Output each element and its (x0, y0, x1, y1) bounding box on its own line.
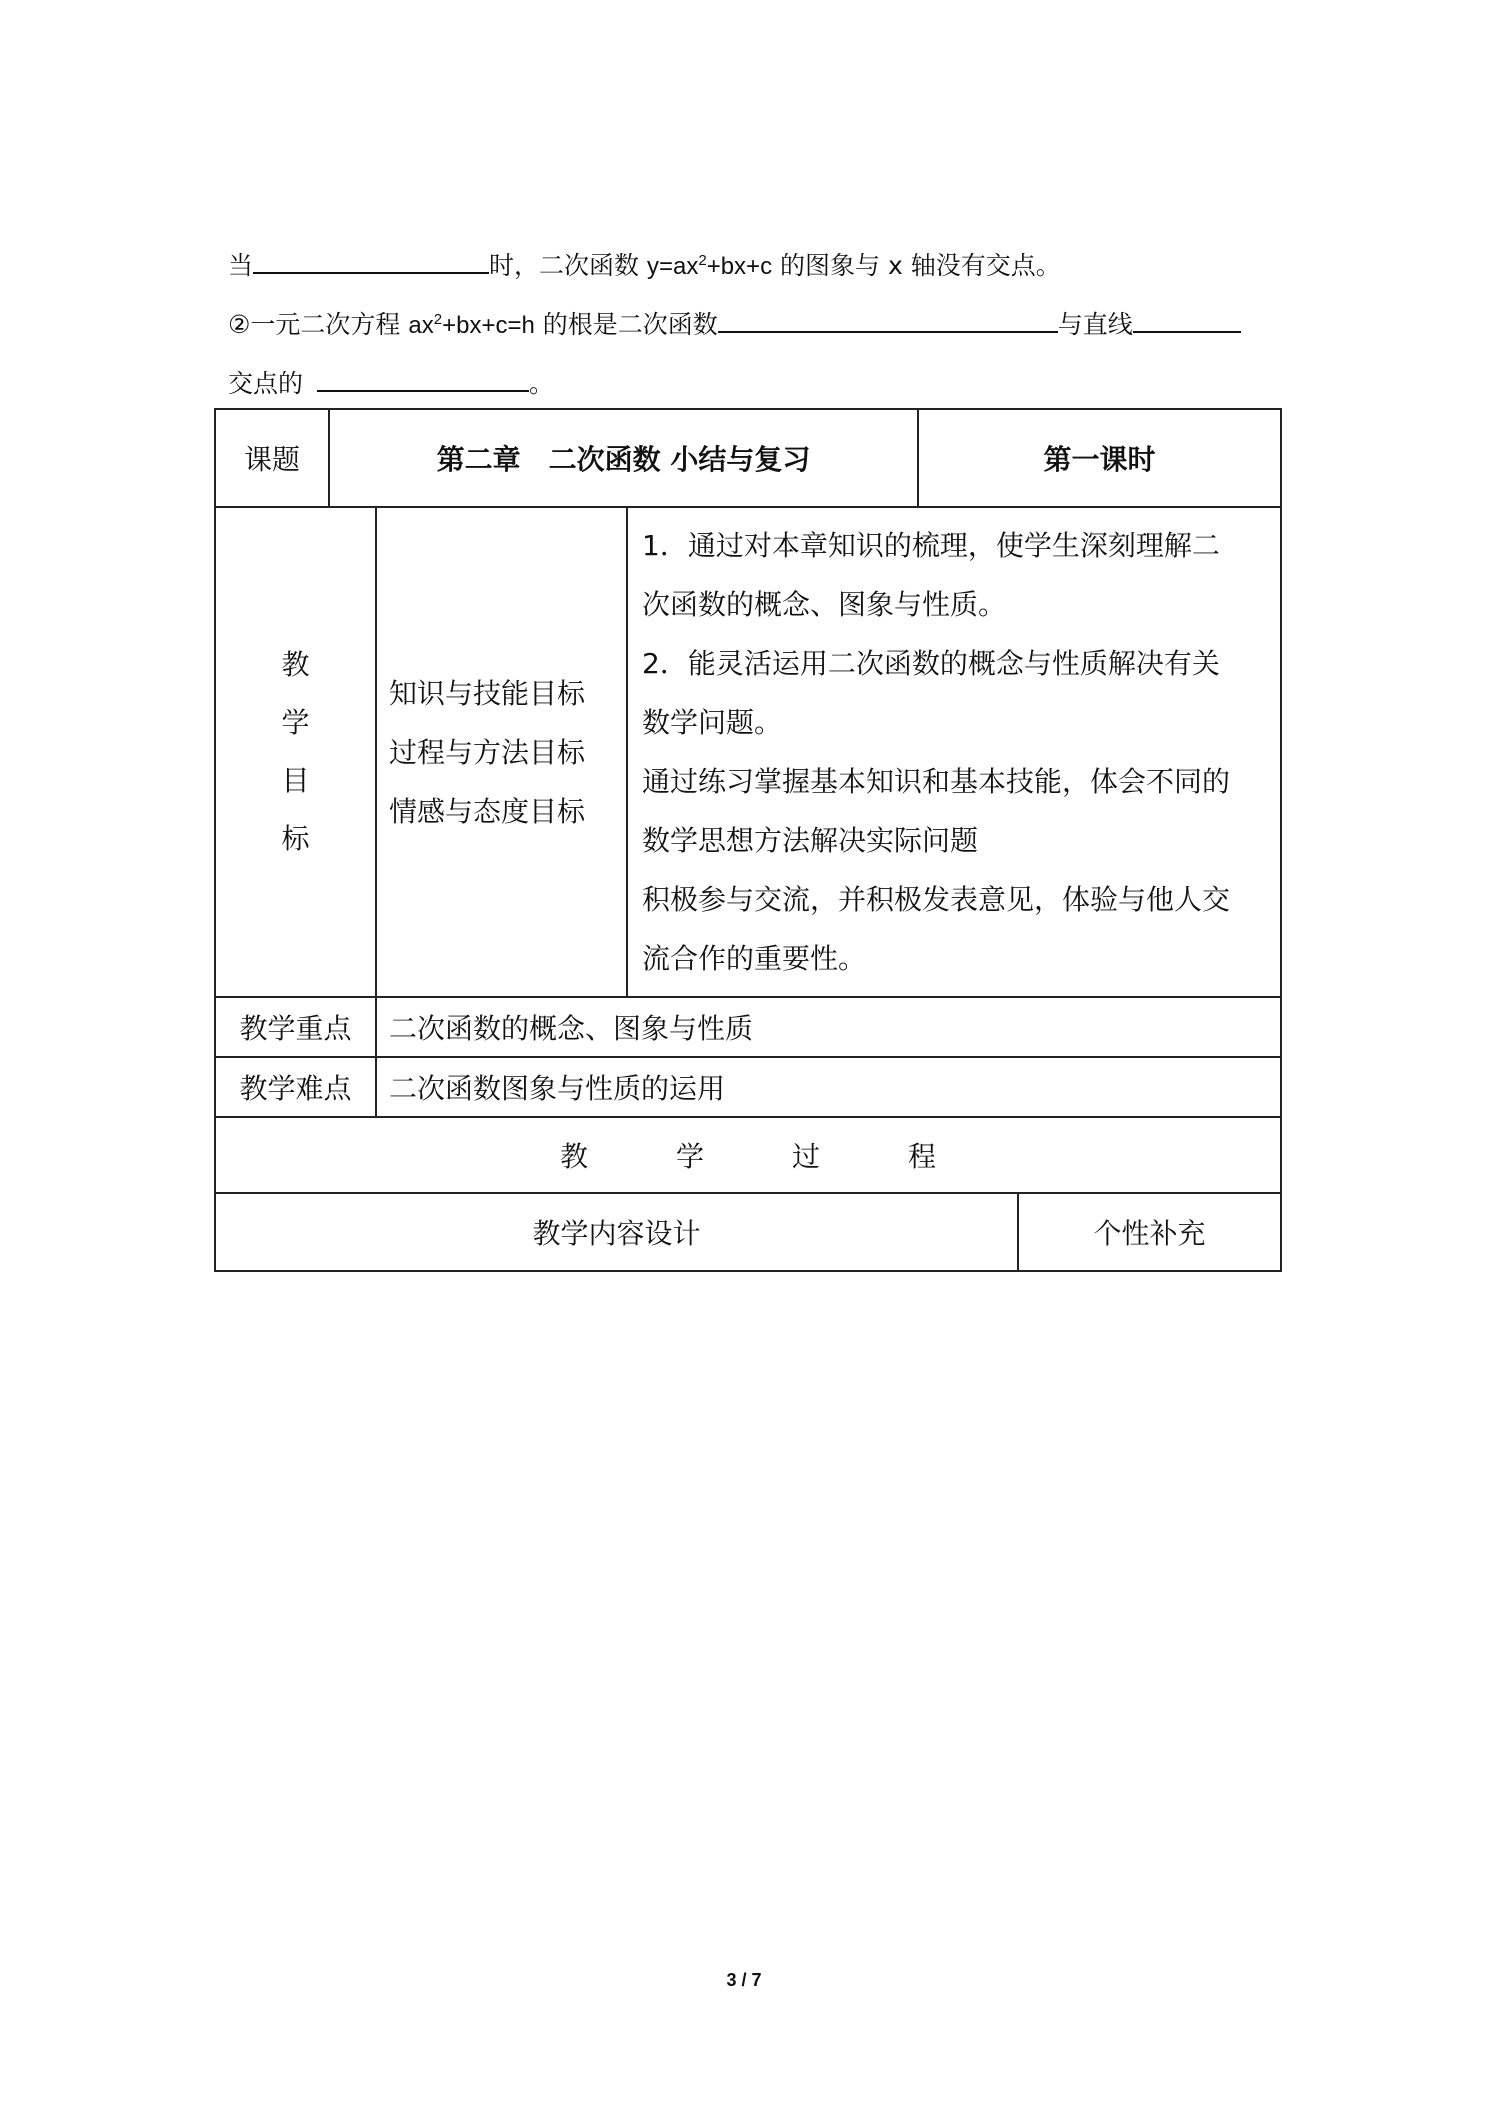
difficulty-text: 二次函数图象与性质的运用 (376, 1057, 1281, 1117)
topic-label: 课题 (215, 409, 329, 507)
difficulty-label: 教学难点 (215, 1057, 376, 1117)
intro-line1-mid: 时，二次函数 (489, 251, 647, 280)
intro-line2-suffix: 与直线 (1057, 310, 1133, 339)
intro-line-1 (228, 246, 1061, 284)
intro-line3-suffix: 。 (528, 369, 554, 398)
topic-row (215, 409, 1281, 507)
goal-description: 1．通过对本章知识的梳理，使学生深刻理解二 次函数的概念、图象与性质。 2．能灵活运用二次函数的概念与性质解决有关 数学问题。 通过练习掌握基本知识和基本技能，体会不同的 数学思想方法解决实际问题 积极参与交流，并积极发表意见，体验与他人交 流合作的重要性。 (627, 507, 1281, 997)
page-number: 3 / 7 (726, 1970, 762, 1990)
equation-h: $ax^2+bx+c=h$ (408, 311, 535, 339)
goals-label: 教 学 目 标 (215, 507, 376, 997)
period-label: 第一课时 (918, 409, 1281, 507)
key-point-text: 二次函数的概念、图象与性质 (376, 997, 1281, 1057)
difficulty-row (215, 1057, 1281, 1117)
answer-blank-2[interactable] (718, 305, 1058, 333)
intro-line-2 (228, 305, 1241, 343)
process-heading: 教 学 过 程 (215, 1117, 1281, 1193)
answer-blank-3[interactable] (1133, 305, 1241, 333)
intro-line1-prefix: 当 (228, 251, 254, 280)
goal-type-process: 过程与方法目标 (389, 735, 586, 769)
content-design-header: 教学内容设计 (215, 1193, 1018, 1271)
answer-blank-1[interactable] (253, 246, 489, 274)
answer-blank-4[interactable] (317, 364, 529, 392)
goal-type-attitude: 情感与态度目标 (389, 794, 586, 828)
key-point-label: 教学重点 (215, 997, 376, 1057)
intro-line-3 (228, 364, 554, 401)
personal-supplement-header: 个性补充 (1018, 1193, 1281, 1271)
key-point-row (215, 997, 1281, 1057)
intro-line2-prefix: ②一元二次方程 (228, 310, 409, 339)
lesson-plan-table (214, 408, 1282, 1272)
goals-row (215, 507, 1281, 997)
goal-type-list (376, 507, 627, 997)
topic-title: 第二章 二次函数 小结与复习 (329, 409, 918, 507)
equation-y: $y=ax^2+bx+c$ (646, 252, 773, 280)
content-header-row (215, 1193, 1281, 1271)
goal-type-knowledge: 知识与技能目标 (389, 676, 586, 710)
intro-line2-mid: 的根是二次函数 (534, 310, 718, 339)
process-row (215, 1117, 1281, 1193)
intro-line3-prefix: 交点的 (228, 369, 311, 398)
intro-line1-suffix: 的图象与 x 轴没有交点。 (772, 251, 1061, 280)
